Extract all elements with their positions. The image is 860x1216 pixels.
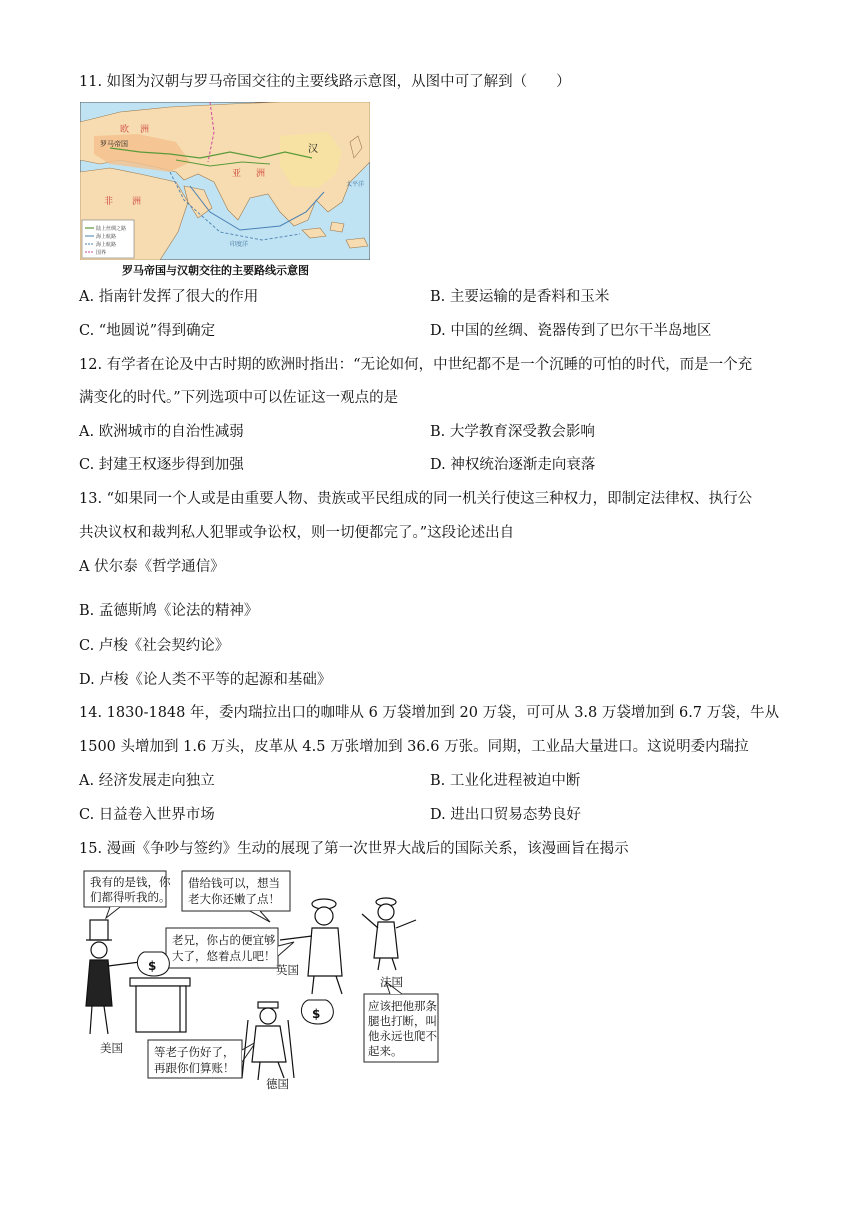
label-usa: 美国 bbox=[100, 1041, 123, 1055]
map-label-zhou2: 洲 bbox=[132, 197, 142, 207]
q13-option-d[interactable]: D. 卢梭《论人类不平等的起源和基础》 bbox=[79, 672, 332, 688]
bubble-france-line3: 他永远也爬不 bbox=[368, 1029, 437, 1043]
legend-border: 国界 bbox=[96, 250, 107, 256]
bubble-uk2-line1: 老兄，你占的便宜够 bbox=[172, 933, 276, 947]
q11-option-d[interactable]: D. 中国的丝绸、瓷器传到了巴尔干半岛地区 bbox=[430, 323, 712, 339]
map-label-zhou1: 洲 bbox=[140, 125, 150, 135]
q14-option-b[interactable]: B. 工业化进程被迫中断 bbox=[430, 773, 581, 789]
q12-option-b[interactable]: B. 大学教育深受教会影响 bbox=[430, 424, 595, 440]
map-label-ya: 亚 bbox=[232, 169, 242, 179]
q14-option-a[interactable]: A. 经济发展走向独立 bbox=[79, 773, 215, 789]
bubble-usa-line2: 们都得听我的。 bbox=[90, 890, 171, 904]
map-label-indian-ocean: 印度洋 bbox=[230, 241, 249, 248]
bubble-france-line4: 起来。 bbox=[368, 1044, 403, 1058]
bubble-usa-line1: 我有的是钱，你 bbox=[90, 875, 171, 889]
bubble-uk-line1: 借给钱可以，想当 bbox=[188, 876, 280, 890]
label-uk: 英国 bbox=[276, 963, 299, 977]
cartoon-svg bbox=[80, 866, 440, 1091]
usa-figure bbox=[86, 920, 140, 1034]
label-germany: 德国 bbox=[266, 1077, 289, 1091]
q12-option-a[interactable]: A. 欧洲城市的自治性减弱 bbox=[79, 424, 244, 440]
dollar-sign-germany: $ bbox=[312, 1007, 321, 1021]
q12-option-c[interactable]: C. 封建王权逐步得到加强 bbox=[79, 457, 244, 473]
legend-sea-route-1: 海上航路 bbox=[96, 234, 117, 240]
map-label-roman-empire: 罗马帝国 bbox=[100, 140, 128, 148]
question-12-stem-line1: 12. 有学者在论及中古时期的欧洲时指出：“无论如何，中世纪都不是一个沉睡的可怕的时代，而是一个充 bbox=[79, 357, 753, 373]
question-15-stem: 15. 漫画《争吵与签约》生动的展现了第一次世界大战后的国际关系，该漫画旨在揭示 bbox=[79, 841, 629, 857]
map-label-fei: 非 bbox=[104, 197, 114, 207]
bubble-germany-line2: 再跟你们算账！ bbox=[154, 1061, 235, 1075]
map-caption: 罗马帝国与汉朝交往的主要路线示意图 bbox=[122, 264, 309, 277]
q11-option-c[interactable]: C. “地圆说”得到确定 bbox=[79, 323, 216, 339]
money-bag-germany bbox=[301, 1000, 333, 1024]
q14-option-d[interactable]: D. 进出口贸易态势良好 bbox=[430, 807, 581, 823]
q13-option-a[interactable]: A 伏尔泰《哲学通信》 bbox=[79, 559, 225, 575]
map-label-han: 汉 bbox=[308, 144, 318, 155]
label-france: 法国 bbox=[380, 975, 403, 989]
bubble-france-line2: 腿也打断，叫 bbox=[368, 1014, 437, 1028]
q12-option-d[interactable]: D. 神权统治逐渐走向衰落 bbox=[430, 457, 596, 473]
germany-figure bbox=[242, 1002, 294, 1080]
han-rome-route-map bbox=[80, 102, 370, 260]
bubble-france-line1: 应该把他那条 bbox=[368, 999, 437, 1013]
map-label-pacific: 太平洋 bbox=[346, 181, 365, 188]
money-bag-usa bbox=[137, 952, 169, 976]
question-13-stem-line2: 共决议权和裁判私人犯罪或争讼权，则一切便都完了。”这段论述出自 bbox=[79, 525, 515, 541]
map-label-zhou3: 洲 bbox=[256, 169, 266, 179]
desk bbox=[130, 978, 190, 1032]
q13-option-c[interactable]: C. 卢梭《社会契约论》 bbox=[79, 638, 230, 654]
legend-sea-route-2: 海上航路 bbox=[96, 242, 117, 248]
bubble-uk2-line2: 大了，悠着点儿吧！ bbox=[172, 949, 276, 963]
france-figure bbox=[362, 898, 416, 970]
q11-option-b[interactable]: B. 主要运输的是香料和玉米 bbox=[430, 289, 610, 305]
legend-land-road: 陆上丝绸之路 bbox=[96, 226, 127, 232]
question-11-stem: 11. 如图为汉朝与罗马帝国交往的主要线路示意图，从图中可了解到（ ） bbox=[79, 74, 571, 90]
question-12-stem-line2: 满变化的时代。”下列选项中可以佐证这一观点的是 bbox=[79, 390, 399, 406]
q13-option-b[interactable]: B. 孟德斯鸠《论法的精神》 bbox=[79, 603, 259, 619]
map-svg bbox=[80, 102, 370, 260]
question-13-stem-line1: 13. “如果同一个人或是由重要人物、贵族或平民组成的同一机关行使这三种权力，即制定法律权、执行公 bbox=[79, 491, 753, 507]
question-14-stem-line2: 1500 头增加到 1.6 万头，皮革从 4.5 万张增加到 36.6 万张。同期，工业品大量进口。这说明委内瑞拉 bbox=[79, 739, 749, 755]
q11-option-a[interactable]: A. 指南针发挥了很大的作用 bbox=[79, 289, 259, 305]
bubble-uk-line2: 老大你还嫩了点！ bbox=[188, 892, 280, 906]
dollar-sign-usa: $ bbox=[148, 959, 157, 973]
map-label-ou: 欧 bbox=[120, 125, 130, 135]
bubble-germany-line1: 等老子伤好了， bbox=[154, 1045, 235, 1059]
question-14-stem-line1: 14. 1830-1848 年，委内瑞拉出口的咖啡从 6 万袋增加到 20 万袋，可可从 3.8 万袋增加到 6.7 万袋，牛从 bbox=[79, 705, 780, 721]
q14-option-c[interactable]: C. 日益卷入世界市场 bbox=[79, 807, 215, 823]
quarrel-and-signing-cartoon bbox=[80, 866, 440, 1091]
